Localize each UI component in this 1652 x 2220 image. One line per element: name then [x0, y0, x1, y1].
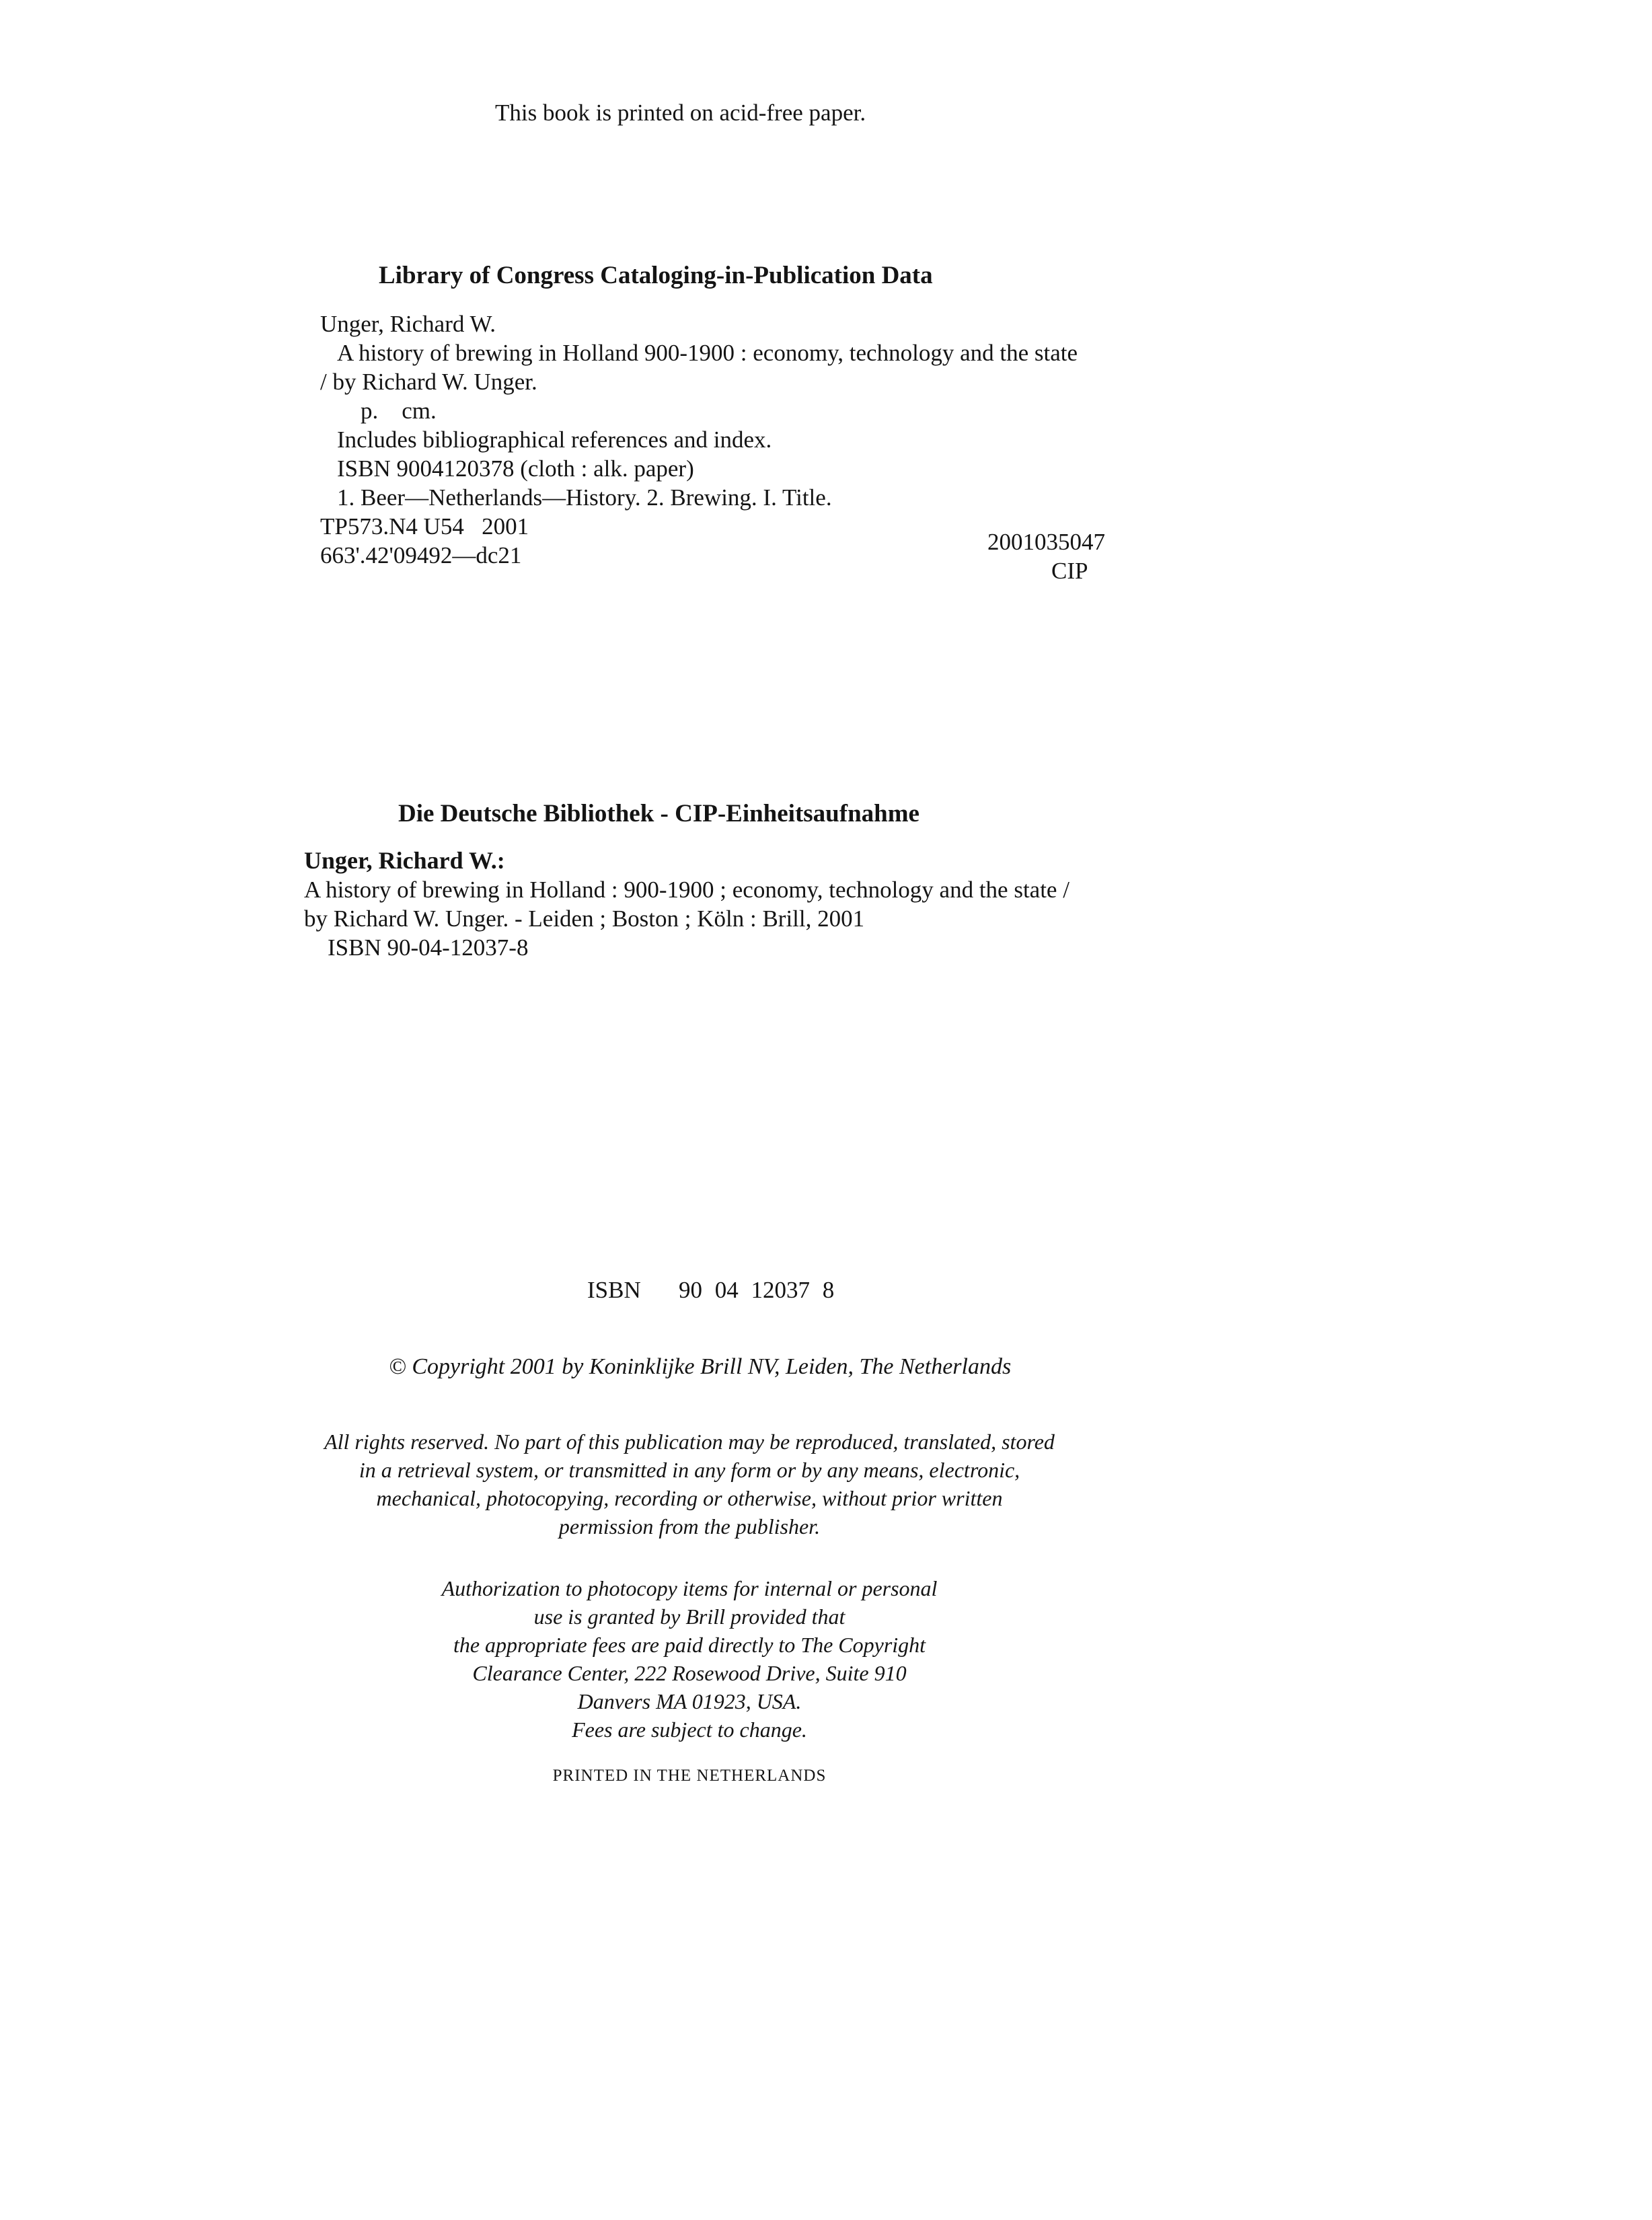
loc-subjects-line: 1. Beer—Netherlands—History. 2. Brewing. I. Title.	[337, 484, 832, 511]
loc-control-number: 2001035047	[987, 529, 1105, 555]
authorization-line: the appropriate fees are paid directly to The Copyright	[453, 1633, 926, 1657]
loc-cip-record	[320, 309, 1078, 570]
loc-dewey-line: 663'.42'09492—dc21	[320, 542, 522, 568]
dnb-author-line: Unger, Richard W.:	[304, 847, 505, 874]
loc-title-line: A history of brewing in Holland 900-1900 : economy, technology and the state	[337, 340, 1078, 366]
loc-notes-line: Includes bibliographical references and index.	[337, 427, 772, 453]
loc-collation-line: p. cm.	[361, 398, 437, 424]
authorization-line: Danvers MA 01923, USA.	[577, 1689, 802, 1713]
dnb-imprint-line: by Richard W. Unger. - Leiden ; Boston ; Köln : Brill, 2001	[304, 905, 865, 932]
authorization-line: Fees are subject to change.	[572, 1717, 807, 1742]
authorization-line: Clearance Center, 222 Rosewood Drive, Suite 910	[472, 1661, 907, 1685]
copyright-notice: © Copyright 2001 by Koninklijke Brill NV, Leiden, The Netherlands	[389, 1354, 1012, 1379]
rights-reserved-notice	[0, 1428, 1379, 1541]
acid-free-note: This book is printed on acid-free paper.	[495, 100, 866, 126]
loc-author-line: Unger, Richard W.	[320, 311, 496, 337]
authorization-line: Authorization to photocopy items for internal or personal	[441, 1576, 938, 1600]
rights-line: mechanical, photocopying, recording or otherwise, without prior written	[376, 1486, 1003, 1510]
authorization-line: use is granted by Brill provided that	[533, 1604, 846, 1629]
dnb-isbn-line: ISBN 90-04-12037-8	[328, 934, 529, 961]
rights-line: permission from the publisher.	[558, 1514, 821, 1539]
loc-cip-label: CIP	[1051, 558, 1088, 584]
loc-cip-heading: Library of Congress Cataloging-in-Publication Data	[379, 262, 933, 289]
isbn-line: ISBN 90 04 12037 8	[587, 1277, 835, 1303]
loc-isbn-line: ISBN 9004120378 (cloth : alk. paper)	[337, 455, 694, 482]
printed-in-notice: PRINTED IN THE NETHERLANDS	[552, 1767, 827, 1785]
photocopy-authorization-notice	[0, 1574, 1379, 1744]
dnb-cip-record	[304, 846, 1069, 962]
loc-classification-line: TP573.N4 U54 2001	[320, 513, 529, 540]
rights-line: All rights reserved. No part of this publication may be reproduced, translated, stored	[324, 1430, 1055, 1454]
loc-statement-line: / by Richard W. Unger.	[320, 369, 537, 395]
rights-line: in a retrieval system, or transmitted in any form or by any means, electronic,	[359, 1458, 1020, 1482]
dnb-cip-heading: Die Deutsche Bibliothek - CIP-Einheitsaufnahme	[398, 800, 919, 827]
dnb-title-line: A history of brewing in Holland : 900-1900 ; economy, technology and the state /	[304, 877, 1069, 903]
